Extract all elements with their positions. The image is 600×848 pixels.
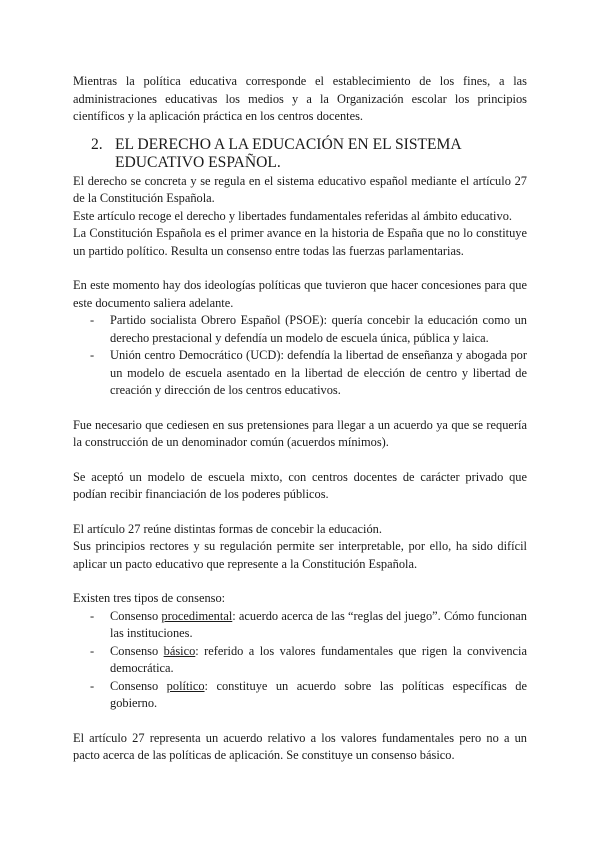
ideologies-list xyxy=(73,312,527,400)
underlined-term: político xyxy=(166,678,205,693)
section-heading xyxy=(91,136,527,172)
list-item xyxy=(73,643,527,678)
intro-paragraph: Mientras la política educativa corresponde el establecimiento de los fines, a las administraciones educativas los medios y a la Organización escolar los principios científicos y la aplicación práctica en los centros docentes. xyxy=(73,74,527,123)
list-item xyxy=(73,312,527,347)
dash-bullet: - xyxy=(90,348,95,362)
paragraph-article-forms: El artículo 27 reúne distintas formas de concebir la educación. xyxy=(73,521,382,536)
section-title: EL DERECHO A LA EDUCACIÓN EN EL SISTEMA EDUCATIVO ESPAÑOL. xyxy=(115,135,461,171)
paragraph-constitution: La Constitución Española es el primer avance en la historia de España que no lo constituye un partido político. Resulta un consenso entre todas las fuerzas parlamentarias. xyxy=(73,226,527,258)
paragraph-article-27: El derecho se concreta y se regula en el sistema educativo español mediante el artículo 27 de la Constitución Española. xyxy=(73,173,527,205)
section-number: 2. xyxy=(91,135,103,153)
list-item xyxy=(73,347,527,400)
paragraph-rights: Este artículo recoge el derecho y libertades fundamentales referidas al ámbito educativo. xyxy=(73,208,512,223)
consensus-list xyxy=(73,608,527,713)
dash-bullet: - xyxy=(90,678,95,693)
paragraph-concessions: Fue necesario que cediesen en sus pretensiones para llegar a un acuerdo ya que se requería la construcción de un denominador común (acuerdos mínimos). xyxy=(73,417,527,449)
dash-bullet: - xyxy=(90,643,95,658)
list-item-text: Partido socialista Obrero Español (PSOE): quería concebir la educación como un derecho prestacional y defendía un modelo de escuela única, pública y laica. xyxy=(110,313,527,345)
paragraph-ideologies: En este momento hay dos ideologías políticas que tuvieron que hacer concesiones para que este documento saliera adelante. xyxy=(73,278,527,310)
paragraph-interpretable: Sus principios rectores y su regulación permite ser interpretable, por ello, ha sido difícil aplicar un pacto educativo que represente a la Constitución Española. xyxy=(73,539,527,571)
list-item-text: Consenso político: constituye un acuerdo sobre las políticas específicas de gobierno. xyxy=(110,678,527,710)
paragraph-mixed-school: Se aceptó un modelo de escuela mixto, con centros docentes de carácter privado que podían recibir financiación de los poderes públicos. xyxy=(73,469,527,501)
list-item-text: Unión centro Democrático (UCD): defendía la libertad de enseñanza y abogada por un modelo de escuela asentado en la libertad de elección de centro y libertad de creación y dirección de los centros educativos. xyxy=(110,348,527,397)
list-item xyxy=(73,678,527,713)
list-item-text: Consenso básico: referido a los valores fundamentales que rigen la convivencia democrática. xyxy=(110,643,527,675)
underlined-term: procedimental xyxy=(161,608,233,623)
paragraph-conclusion: El artículo 27 representa un acuerdo relativo a los valores fundamentales pero no a un pacto acerca de las políticas de aplicación. Se constituye un consenso básico. xyxy=(73,730,527,762)
underlined-term: básico xyxy=(163,643,196,658)
dash-bullet: - xyxy=(90,313,95,327)
paragraph-consensus-types: Existen tres tipos de consenso: xyxy=(73,591,226,605)
list-item-text: Consenso procedimental: acuerdo acerca de las “reglas del juego”. Cómo funcionan las instituciones. xyxy=(110,608,527,640)
list-item xyxy=(73,608,527,643)
document-body xyxy=(73,73,527,765)
dash-bullet: - xyxy=(90,608,95,623)
